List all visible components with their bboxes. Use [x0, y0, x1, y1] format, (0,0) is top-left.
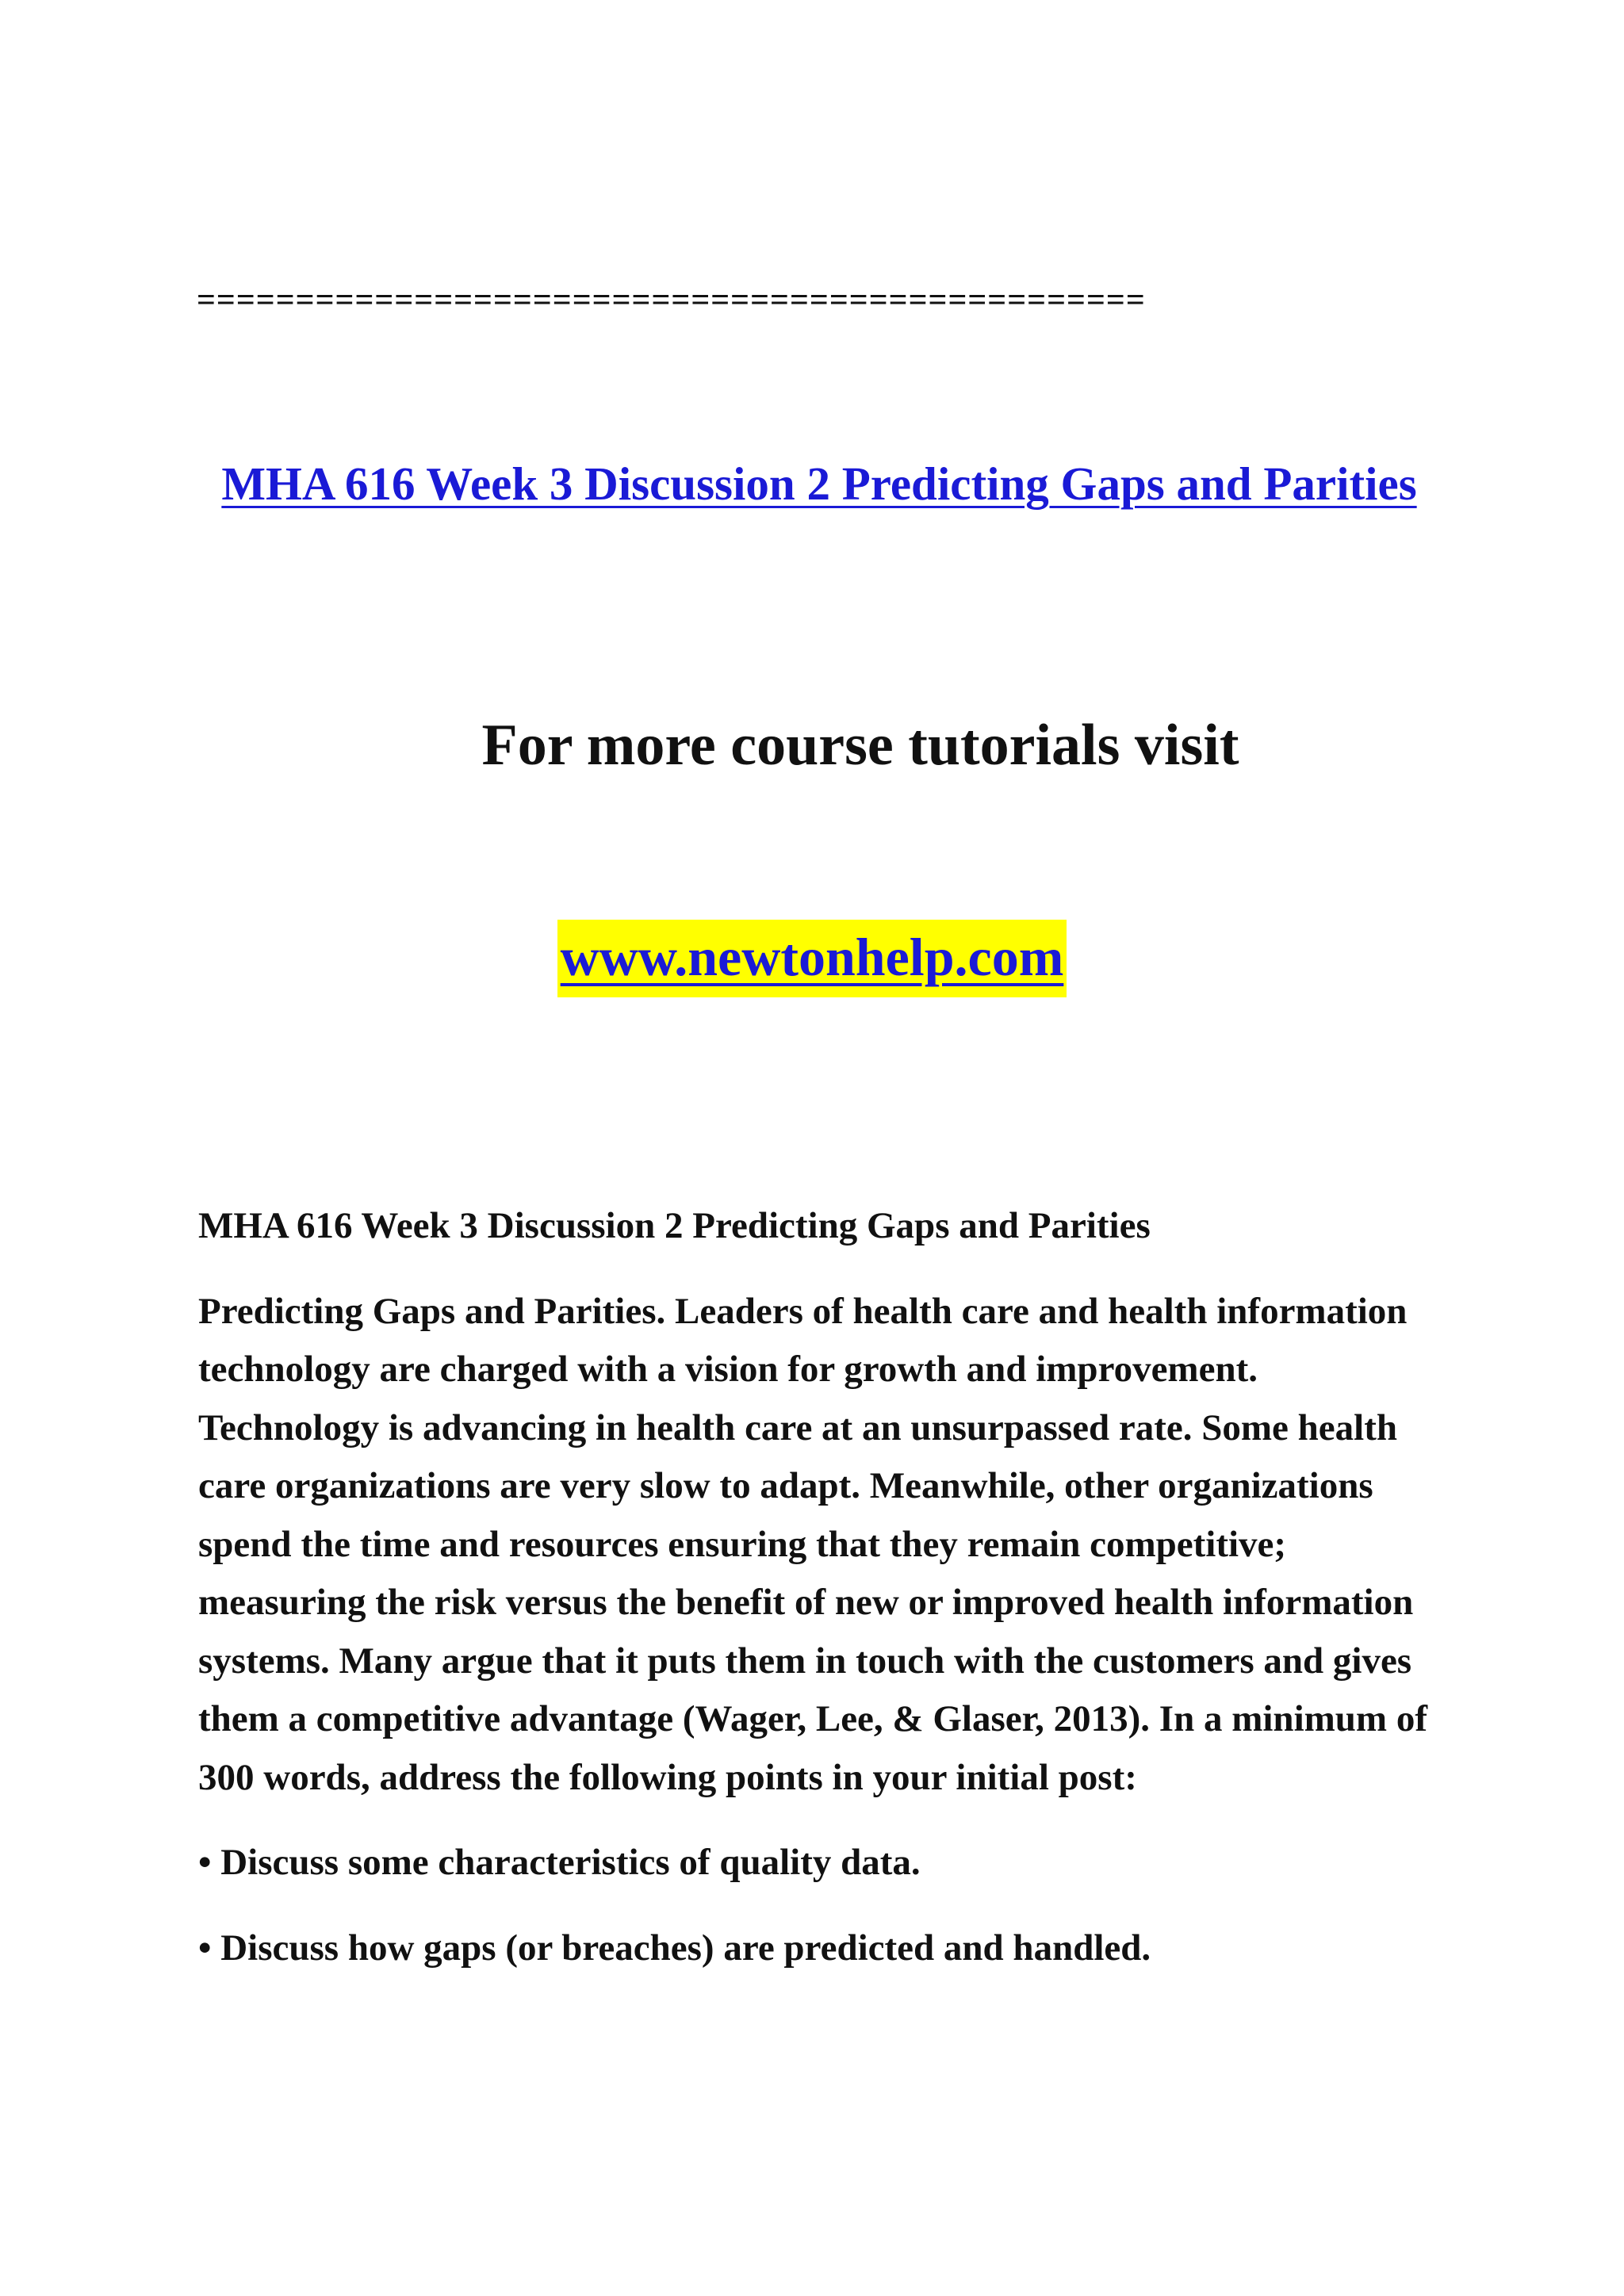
bullet-item-quality-data: • Discuss some characteristics of quality data.	[198, 1842, 921, 1883]
visit-text: For more course tutorials visit	[481, 713, 1239, 778]
website-link[interactable]: www.newtonhelp.com	[557, 920, 1067, 997]
divider-line: ================================================	[197, 284, 1146, 317]
site-link-container	[0, 920, 1624, 997]
bullet-item-gaps-breaches: • Discuss how gaps (or breaches) are predicted and handled.	[198, 1927, 1151, 1969]
title-link[interactable]: MHA 616 Week 3 Discussion 2 Predicting Gaps and Parities	[221, 457, 1417, 510]
section-heading: MHA 616 Week 3 Discussion 2 Predicting Gaps and Parities	[198, 1205, 1151, 1246]
body-content	[198, 1197, 1435, 2004]
body-paragraph: Predicting Gaps and Parities. Leaders of health care and health information technology are charged with a vision for growth and improvement. Technology is advancing in health care at an unsurpassed rate. Some health care organizations are very slow to adapt. Meanwhile, other organizations spend the time and resources ensuring that they remain competitive; measuring the risk versus the benefit of new or improved health information systems. Many argue that it puts them in touch with the customers and gives them a competitive advantage (Wager, Lee, & Glaser, 2013). In a minimum of 300 words, address the following points in your initial post:	[198, 1290, 1427, 1798]
